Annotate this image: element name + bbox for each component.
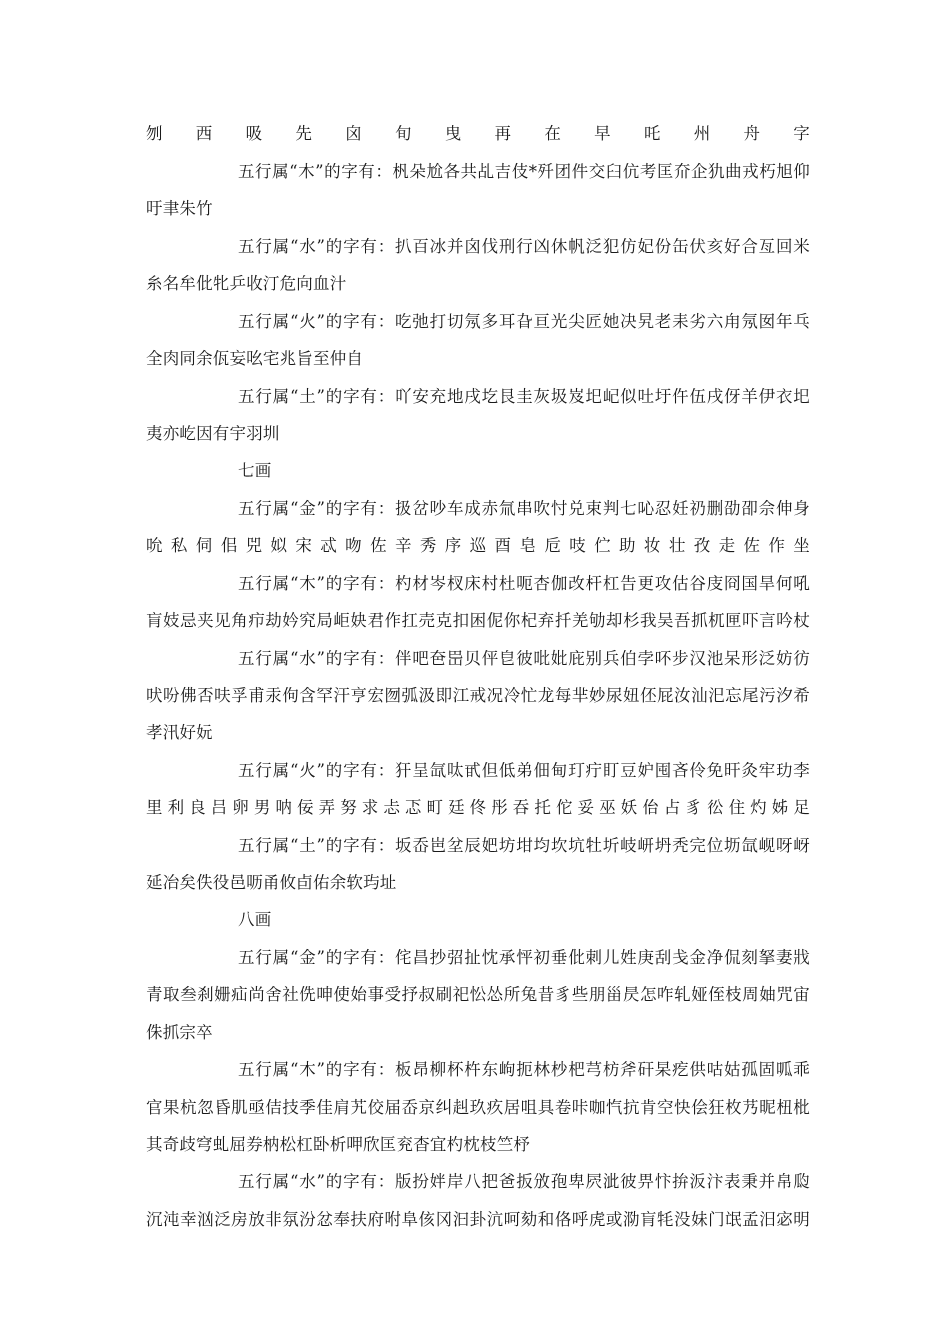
text-line: 里利良吕卵男呐佞弄努求忐忑町廷佟彤吞托佗妥巫妖佁占豸彸住灼姊足 <box>146 798 810 817</box>
text-line: 五行属“木”的字有：杓材岑杈床村杜呃杏伽改杆杠告更攻估谷庋冏国旱何吼 <box>238 574 810 593</box>
section-heading: 七画 <box>238 461 272 480</box>
text-line: 五行属“水”的字有：扒百冰并囟伐刑行凶休帆泛犯仿妃份缶伏亥好合亙回米 <box>238 237 810 256</box>
text-line: 五行属“金”的字有：扱岔吵车成赤氚串吹忖兑束判七吣忍妊礽删劭卲佘伸身 <box>238 499 810 518</box>
text-line: 吮私伺佀兕姒宋忒吻佐辛秀序巡酉皂卮吱伫助妆壮孜走佐作坐 <box>146 536 810 555</box>
text-line: 夷亦屹因有宇羽圳 <box>146 424 280 443</box>
text-line: 肓妓忌夹见角疖劫妗究局岠妜君作扛売克扣困伲你杞弃扦羌劬却杉我吴吾抓杌匣吓言吟杖 <box>146 611 810 630</box>
text-line: 五行属“水”的字有：版扮姅岸八把爸扳攽孢卑屄泚彼畀忭拚汳汴表秉并帛瓝 <box>238 1172 810 1191</box>
text-line: 五行属“火”的字有：犴呈氙呔甙但低弟佃甸玎疔盯豆妒囤吝伶免旰灸牢玏李 <box>238 761 810 780</box>
text-line: 沉沌幸汹泛房放非氛汾忿奉扶府咐阜侅冈汩卦沆呵劾和佫呼虎或泐肓牦没妹门氓孟汨宓明 <box>146 1210 810 1229</box>
text-line: 五行属“木”的字有：杋朵尬各共乩吉伎*歼团件交臼伉考匡夼企犰曲戎朽旭仰 <box>238 162 810 181</box>
text-line: 青取叁刹姗疝尚舍社侁呻使始事受抒叔刷祀忪怂所兔昔豸些朋甾昃怎咋轧娅侄枝周妯咒宙 <box>146 985 810 1004</box>
section-heading: 八画 <box>238 910 272 929</box>
text-line: 五行属“火”的字有：吃弛打切氖多耳旮亘光尖匠她决旯老耒劣六甪氖囡年乓 <box>238 312 810 331</box>
text-line: 官果杭忽昏肌亟佶技季佳肩艽佼届岙京纠赳玖疚居咀具卷咔咖忾抗肯空快侩狂枚艿昵杻枇 <box>146 1098 810 1117</box>
text-line: 吁聿朱竹 <box>146 199 213 218</box>
text-line: 侏抓宗卒 <box>146 1023 213 1042</box>
text-line: 孝汛好妧 <box>146 723 213 742</box>
text-line: 吠吩佛否呋孚甫汞佝含罕汗亨宏囫弧汲即江戒况冷忙龙每芈妙尿妞伾屁汝汕汜忘尾污汐希 <box>146 686 810 705</box>
text-line: 糸名牟仳牝乒收汀危向血汁 <box>146 274 347 293</box>
text-line: 五行属“土”的字有：吖安充地戌圪艮圭灰圾岌圯屺似吐圩仵伍戌伢羊伊衣圯 <box>238 387 810 406</box>
text-line: 五行属“木”的字有：板昂柳杯杵东岣扼林杪杷芎枋斧矸杲疙供咕姑孤固呱乖 <box>238 1060 810 1079</box>
text-line: 五行属“土”的字有：坂岙岜坌辰妑坊坩均坎坑牡圻岐岍坍秃完位坜氙岘呀岈 <box>238 836 810 855</box>
text-line: 五行属“水”的字有：伴吧夿岊贝伻皀彼吡妣庇别兵伯孛吥步汉池呆形泛妨彷 <box>238 649 810 668</box>
text-line: 五行属“金”的字有：侘昌抄弨扯忱承怦初垂仳刺儿姓庚刮戋金净侃刻拏妻戕 <box>238 948 810 967</box>
text-line: 其奇歧穹虬屈券枘松杠卧析呷欣匡兖杳宜杓枕枝竺杼 <box>146 1135 531 1154</box>
text-line: 刎西吸先囟旬曳再在早吒州舟字 <box>146 124 810 143</box>
text-line: 延冶矣佚役邑呖甬攸卣佑余软玙址 <box>146 873 397 892</box>
text-line: 全肉同余佤妄吆宅兆旨至仲自 <box>146 349 364 368</box>
